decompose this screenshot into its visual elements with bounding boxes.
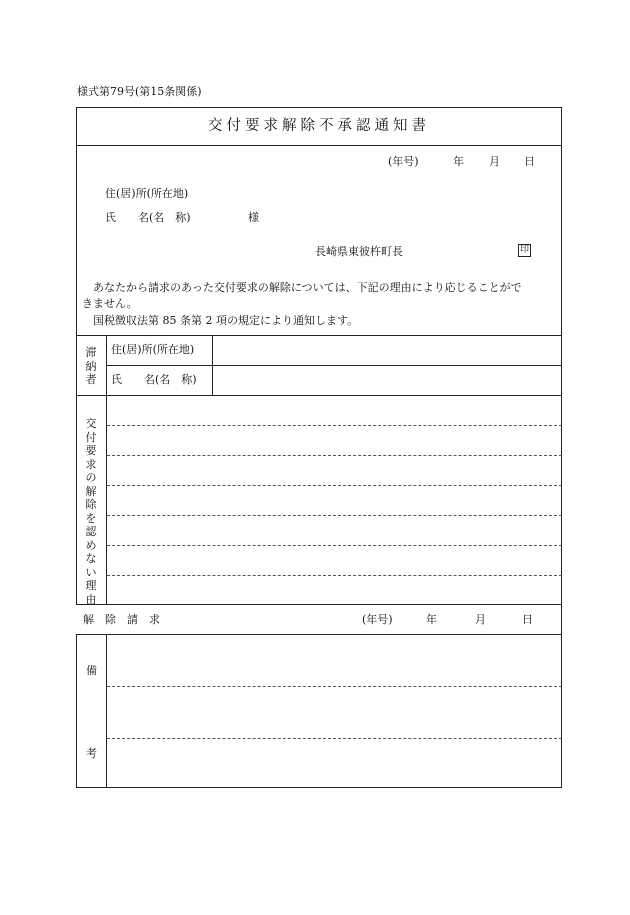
request-date-month: 月 <box>475 613 486 626</box>
reason-line-2 <box>107 455 562 456</box>
delinquent-address-label: 住(居)所(所在地) <box>111 343 195 356</box>
seal-mark: 印 <box>519 245 529 255</box>
title-divider <box>76 145 562 146</box>
reason-section-label: 交付要求の解除を認めない理由 <box>85 417 97 606</box>
request-date-day: 日 <box>522 613 533 626</box>
delinquent-row-divider <box>107 365 562 366</box>
remarks-label-bottom: 考 <box>86 747 97 760</box>
reason-top-line <box>76 395 562 396</box>
addressee-honorific: 様 <box>248 211 259 224</box>
request-top-line <box>76 604 562 605</box>
reason-line-4 <box>107 515 562 516</box>
remarks-label-top: 備 <box>86 664 97 677</box>
left-column-divider <box>106 335 107 787</box>
request-date-year: 年 <box>426 613 437 626</box>
addressee-name-label: 氏 名(名 称) <box>105 211 191 224</box>
delinquent-top-line <box>76 335 562 336</box>
remarks-top-line <box>76 634 562 635</box>
reason-line-3 <box>107 485 562 486</box>
reason-line-5 <box>107 545 562 546</box>
reason-line-6 <box>107 575 562 576</box>
body-text-line2: きません。 <box>82 297 138 310</box>
remarks-line-2 <box>107 738 562 739</box>
body-text-line1: あなたから請求のあった交付要求の解除については、下記の理由により応じることがで <box>93 281 522 294</box>
body-text-line3: 国税徴収法第 85 条第 2 項の規定により通知します。 <box>93 314 359 327</box>
form-number: 様式第79号(第15条関係) <box>77 85 202 98</box>
date-month: 月 <box>489 155 500 168</box>
document-title: 交付要求解除不承認通知書 <box>208 118 430 134</box>
date-year: 年 <box>453 155 464 168</box>
request-date-era: (年号) <box>362 613 393 626</box>
remarks-line-1 <box>107 686 562 687</box>
date-day: 日 <box>524 155 535 168</box>
release-request-label: 解 除 請 求 <box>83 613 160 626</box>
date-era: (年号) <box>388 155 419 168</box>
reason-line-1 <box>107 425 562 426</box>
delinquent-section-label: 滞納者 <box>85 346 97 386</box>
addressee-address-label: 住(居)所(所在地) <box>105 187 189 200</box>
issuer-name: 長崎県東彼杵町長 <box>315 245 403 258</box>
delinquent-name-label: 氏 名(名 称) <box>111 373 197 386</box>
